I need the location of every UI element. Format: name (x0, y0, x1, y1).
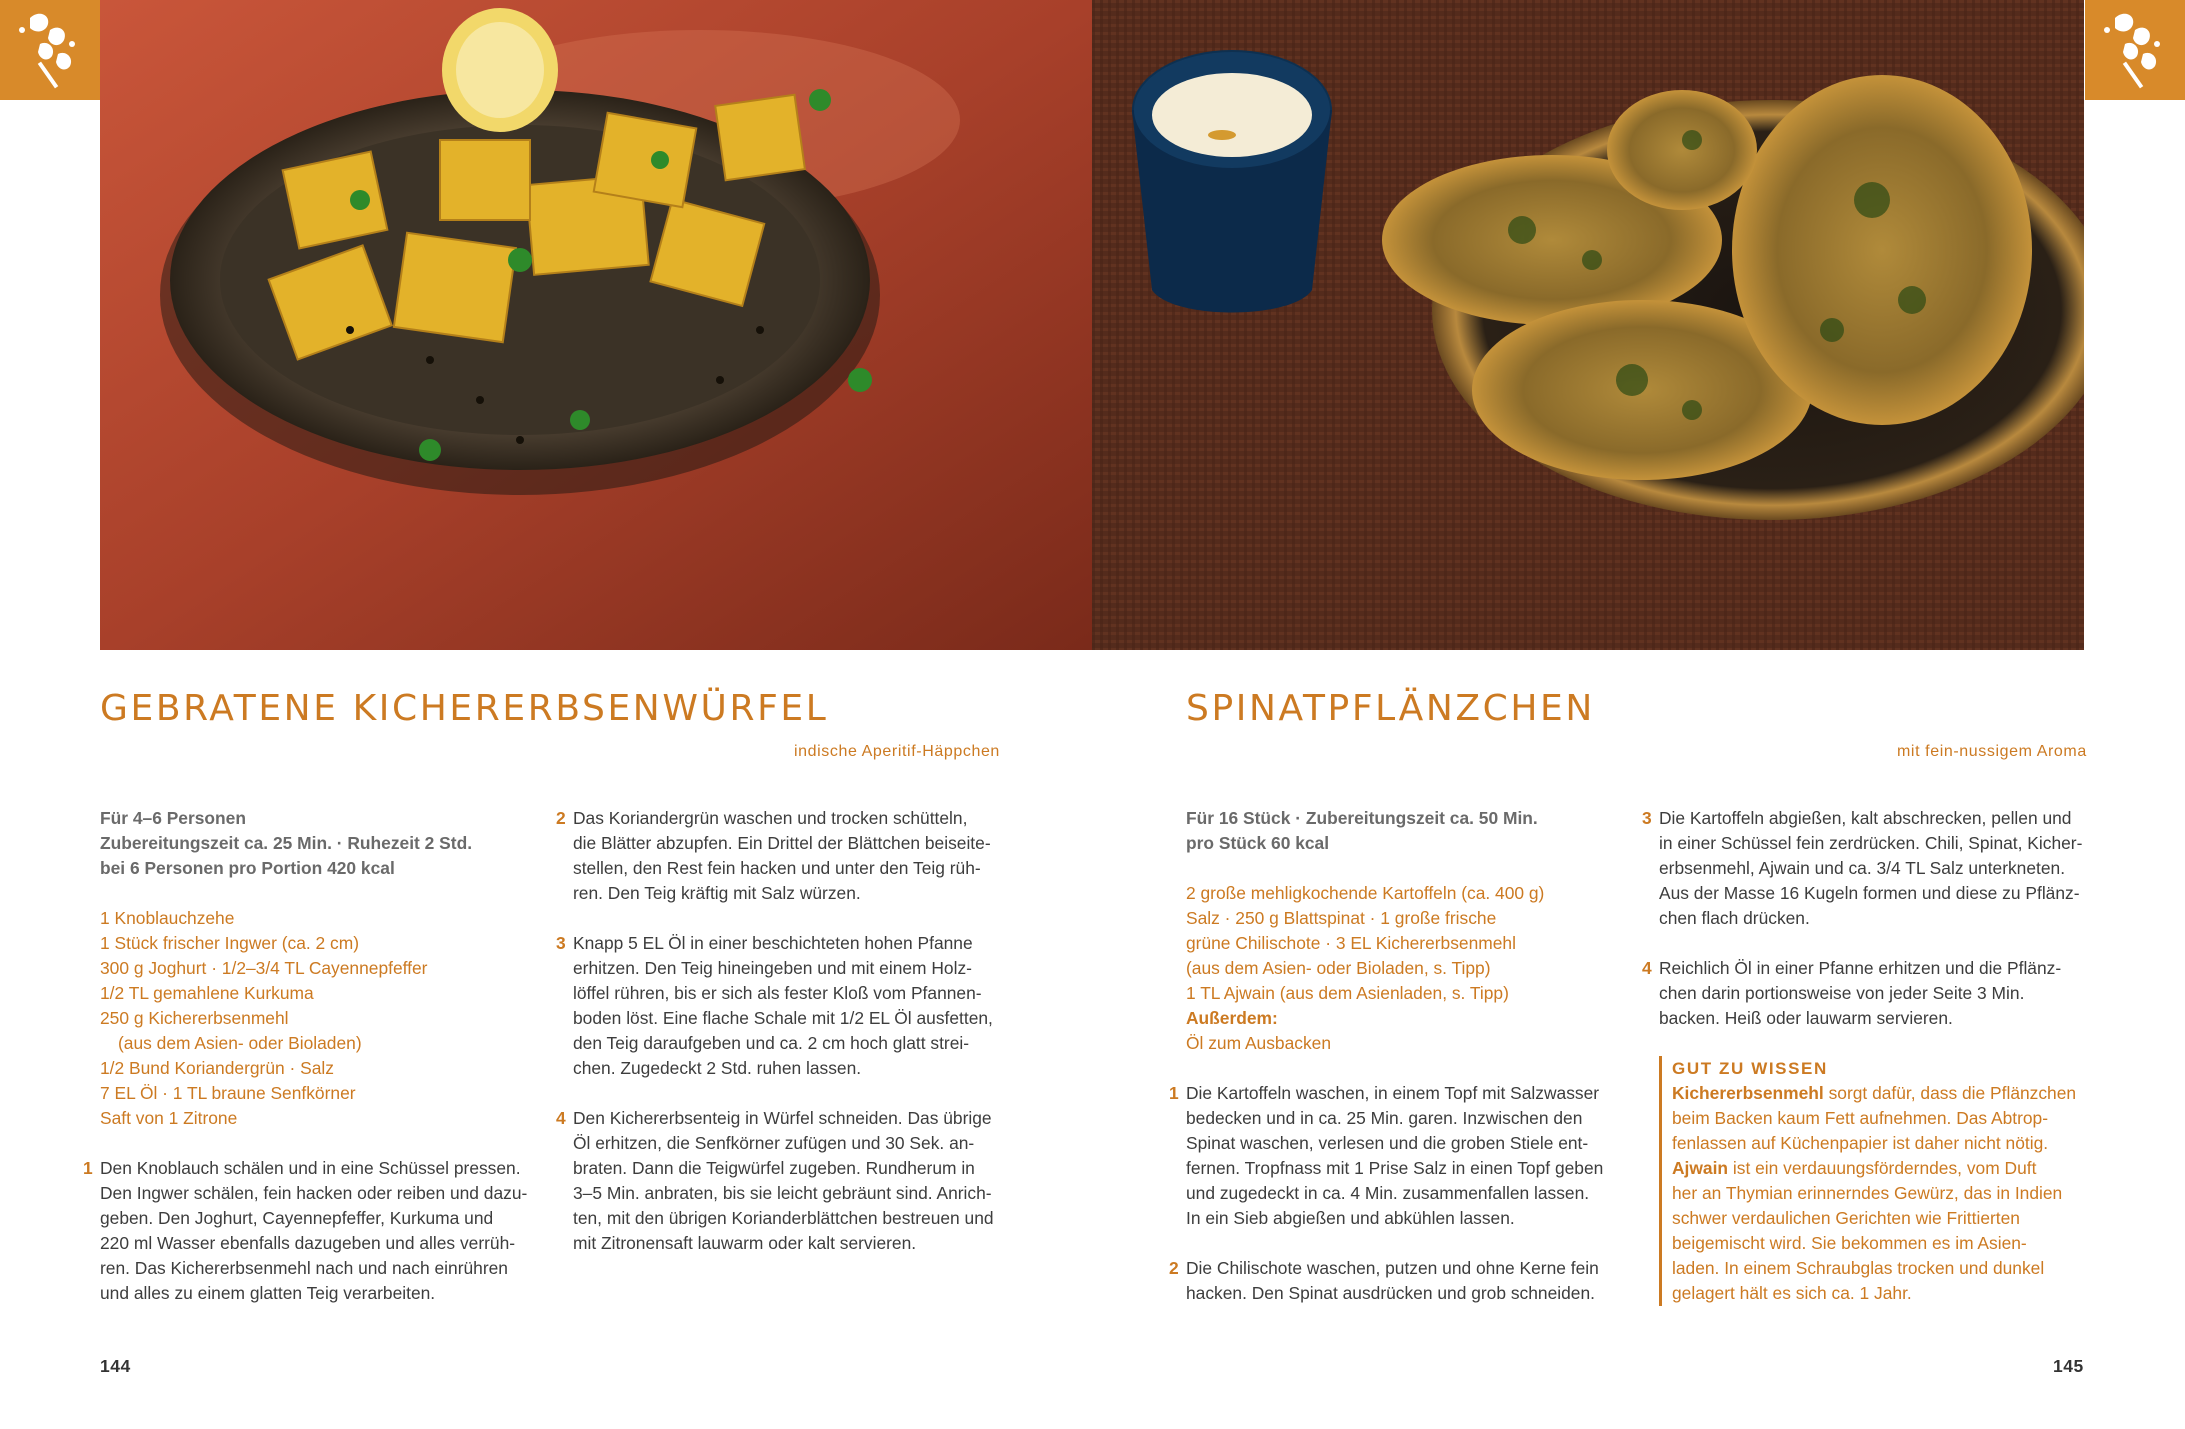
ingredient-note: (aus dem Asien- oder Bioladen, s. Tipp) (1186, 958, 1491, 978)
step-line: chen flach drücken. (1659, 908, 1810, 928)
recipe-meta (100, 806, 540, 881)
corner-emblem-left (0, 0, 100, 100)
step-line: Den Knoblauch schälen und in eine Schüssel pressen. (100, 1158, 521, 1178)
step-number: 4 (556, 1108, 566, 1128)
step-line: Knapp 5 EL Öl in einer beschichteten hohen Pfanne (573, 933, 973, 953)
photo-spinach-patties (1092, 0, 2084, 650)
prep-time: Zubereitungszeit ca. 25 Min. · Ruhezeit 2 Std. (100, 833, 473, 853)
recipe-subtitle: mit fein-nussigem Aroma (1897, 743, 2087, 760)
step-line: erbsenmehl, Ajwain und ca. 3/4 TL Salz unterkneten. (1659, 858, 2066, 878)
tip-line: schwer verdaulichen Gerichten wie Frittierten (1672, 1208, 2020, 1228)
step-line: die Blätter abzupfen. Ein Drittel der Blättchen beiseite- (573, 833, 991, 853)
step (1169, 1256, 1626, 1306)
tip-term: Ajwain (1672, 1158, 1729, 1178)
servings: Für 4–6 Personen (100, 808, 246, 828)
step-line: Aus der Masse 16 Kugeln formen und diese zu Pflänz- (1659, 883, 2080, 903)
step (83, 1156, 540, 1306)
ingredient: 300 g Joghurt · 1/2–3/4 TL Cayennepfeffer (100, 958, 428, 978)
tip-term: Kichererbsenmehl (1672, 1083, 1824, 1103)
step-line: backen. Heiß oder lauwarm servieren. (1659, 1008, 1953, 1028)
step-line: Das Koriandergrün waschen und trocken schütteln, (573, 808, 968, 828)
tip-line (1672, 1156, 2089, 1181)
tip-line: fenlassen auf Küchenpapier ist daher nicht nötig. (1672, 1133, 2049, 1153)
recipe-title: SPINATPFLÄNZCHEN (1186, 688, 1595, 729)
step-line: 220 ml Wasser ebenfalls dazugeben und alles verrüh- (100, 1233, 516, 1253)
step-number: 1 (1169, 1083, 1179, 1103)
step-line: und alles zu einem glatten Teig verarbeiten. (100, 1283, 436, 1303)
step (1642, 956, 2089, 1031)
spice-emblem-icon (0, 0, 100, 100)
step-number: 4 (1642, 958, 1652, 978)
tip-text: ist ein verdauungsförderndes, vom Duft (1728, 1158, 2037, 1178)
step (556, 1106, 1013, 1256)
tip-heading: GUT ZU WISSEN (1672, 1059, 1828, 1078)
step-line: Den Kichererbsenteig in Würfel schneiden. Das übrige (573, 1108, 992, 1128)
ingredient: 1 Knoblauchzehe (100, 908, 235, 928)
tip-line: laden. In einem Schraubglas trocken und dunkel (1672, 1258, 2045, 1278)
ingredient-note: (aus dem Asien- oder Bioladen) (118, 1033, 362, 1053)
step-line: Die Kartoffeln abgießen, kalt abschrecken, pellen und (1659, 808, 2072, 828)
step-line: und zugedeckt in ca. 4 Min. zusammenfallen lassen. (1186, 1183, 1590, 1203)
tip-box (1659, 1056, 2089, 1306)
page-number: 145 (2053, 1356, 2084, 1376)
step-line: Die Chilischote waschen, putzen und ohne Kerne fein (1186, 1258, 1599, 1278)
step-number: 2 (556, 808, 566, 828)
step-line: ren. Den Teig kräftig mit Salz würzen. (573, 883, 861, 903)
step-line: 3–5 Min. anbraten, bis sie leicht gebräunt sind. Anrich- (573, 1183, 992, 1203)
recipe-meta (1186, 806, 1626, 856)
step-line: Reichlich Öl in einer Pfanne erhitzen und die Pflänz- (1659, 958, 2062, 978)
recipe-info-column (83, 806, 540, 1331)
step-number: 3 (1642, 808, 1652, 828)
step-line: In ein Sieb abgießen und abkühlen lassen. (1186, 1208, 1515, 1228)
calories: bei 6 Personen pro Portion 420 kcal (100, 858, 395, 878)
step-line: mit Zitronensaft lauwarm oder kalt servieren. (573, 1233, 917, 1253)
page-number: 144 (100, 1356, 131, 1376)
recipe-subtitle: indische Aperitif-Häppchen (794, 743, 1000, 760)
ingredient: Öl zum Ausbacken (1186, 1033, 1331, 1053)
tip-line (1672, 1081, 2089, 1106)
step-line: löffel rühren, bis er sich als fester Kloß vom Pfannen- (573, 983, 982, 1003)
step-line: Den Ingwer schälen, fein hacken oder reiben und dazu- (100, 1183, 528, 1203)
step-line: hacken. Den Spinat ausdrücken und grob schneiden. (1186, 1283, 1595, 1303)
step-line: erhitzen. Den Teig hineingeben und mit einem Holz- (573, 958, 972, 978)
step-line: braten. Dann die Teigwürfel zugeben. Rundherum in (573, 1158, 975, 1178)
step-line: Öl erhitzen, die Senfkörner zufügen und 30 Sek. an- (573, 1133, 975, 1153)
calories: pro Stück 60 kcal (1186, 833, 1330, 853)
tip-line: beigemischt wird. Sie bekommen es im Asien- (1672, 1233, 2027, 1253)
servings: Für 16 Stück · Zubereitungszeit ca. 50 Min. (1186, 808, 1538, 828)
step-number: 3 (556, 933, 566, 953)
ingredient-list (1186, 881, 1626, 1056)
step-line: Spinat waschen, verlesen und die groben Stiele ent- (1186, 1133, 1589, 1153)
ingredient: 1 TL Ajwain (aus dem Asienladen, s. Tipp) (1186, 983, 1509, 1003)
recipe-steps-column (556, 806, 1013, 1281)
step-line: den Teig daraufgeben und ca. 2 cm hoch glatt strei- (573, 1033, 970, 1053)
recipe-title: GEBRATENE KICHERERBSENWÜRFEL (100, 688, 829, 729)
step (556, 931, 1013, 1081)
step-line: bedecken und in ca. 25 Min. garen. Inzwischen den (1186, 1108, 1583, 1128)
tip-line: her an Thymian erinnerndes Gewürz, das in Indien (1672, 1183, 2063, 1203)
tip-line: beim Backen kaum Fett aufnehmen. Das Abtrop- (1672, 1108, 2049, 1128)
step-line: ten, mit den übrigen Korianderblättchen bestreuen und (573, 1208, 994, 1228)
step-line: fernen. Tropfnass mit 1 Prise Salz in einen Topf geben (1186, 1158, 1604, 1178)
step-number: 2 (1169, 1258, 1179, 1278)
step-line: chen. Zugedeckt 2 Std. ruhen lassen. (573, 1058, 862, 1078)
ingredient: Saft von 1 Zitrone (100, 1108, 238, 1128)
ingredient: 1 Stück frischer Ingwer (ca. 2 cm) (100, 933, 359, 953)
ingredient: 7 EL Öl · 1 TL braune Senfkörner (100, 1083, 356, 1103)
step-line: stellen, den Rest fein hacken und unter den Teig rüh- (573, 858, 981, 878)
ingredient-list (100, 906, 540, 1131)
ingredient: 1/2 TL gemahlene Kurkuma (100, 983, 314, 1003)
tip-text: sorgt dafür, dass die Pflänzchen (1823, 1083, 2077, 1103)
step (1169, 1081, 1626, 1231)
step-line: ren. Das Kichererbsenmehl nach und nach einrühren (100, 1258, 508, 1278)
step-line: geben. Den Joghurt, Cayennepfeffer, Kurkuma und (100, 1208, 494, 1228)
recipe-steps-column (1642, 806, 2089, 1306)
step (1642, 806, 2089, 931)
step-line: in einer Schüssel fein zerdrücken. Chili, Spinat, Kicher- (1659, 833, 2083, 853)
step (556, 806, 1013, 906)
step-number: 1 (83, 1158, 93, 1178)
spice-emblem-icon (2085, 0, 2185, 100)
ingredient: grüne Chilischote · 3 EL Kichererbsenmehl (1186, 933, 1516, 953)
step-line: Die Kartoffeln waschen, in einem Topf mit Salzwasser (1186, 1083, 1600, 1103)
ingredient: Salz · 250 g Blattspinat · 1 große frische (1186, 908, 1497, 928)
step-line: chen darin portionsweise von jeder Seite 3 Min. (1659, 983, 2025, 1003)
corner-emblem-right (2085, 0, 2185, 100)
photo-chickpea-cubes (100, 0, 1092, 650)
extra-label: Außerdem: (1186, 1008, 1278, 1028)
ingredient: 2 große mehligkochende Kartoffeln (ca. 400 g) (1186, 883, 1545, 903)
tip-line: gelagert hält es sich ca. 1 Jahr. (1672, 1283, 1912, 1303)
ingredient: 250 g Kichererbsenmehl (100, 1008, 289, 1028)
recipe-info-column (1169, 806, 1626, 1331)
step-line: boden löst. Eine flache Schale mit 1/2 EL Öl ausfetten, (573, 1008, 993, 1028)
ingredient: 1/2 Bund Koriandergrün · Salz (100, 1058, 334, 1078)
